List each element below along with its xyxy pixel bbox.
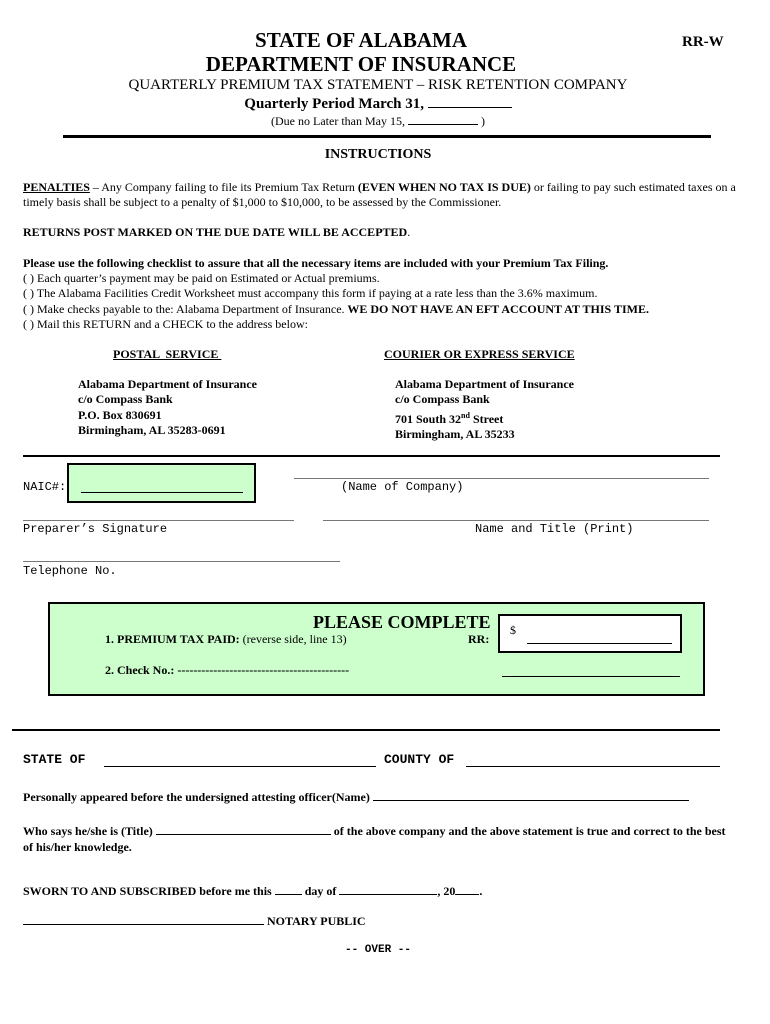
who-says-text-1: Who says he/she is (Title) bbox=[23, 824, 153, 838]
appeared-name-blank[interactable] bbox=[373, 800, 689, 801]
state-of-line[interactable] bbox=[104, 766, 376, 767]
who-says-text-2: of the above company and the above statement is true and correct to the best of his/her knowledge. bbox=[23, 824, 726, 854]
title-blank[interactable] bbox=[156, 834, 331, 835]
postmark-text: RETURNS POST MARKED ON THE DUE DATE WILL BE ACCEPTED bbox=[23, 225, 408, 239]
naic-input-line bbox=[81, 492, 243, 493]
check-number-item: 2. Check No.: ------------------------------------------- bbox=[105, 663, 350, 677]
quarterly-period-label: Quarterly Period March 31, bbox=[244, 96, 424, 112]
appeared-line bbox=[23, 790, 689, 805]
sworn-day-blank[interactable] bbox=[275, 894, 302, 895]
sworn-text-3: , 20 bbox=[437, 884, 456, 898]
please-complete-box bbox=[48, 602, 705, 696]
premium-tax-paid-item bbox=[105, 632, 347, 647]
postal-address-line-1: Alabama Department of Insurance bbox=[78, 377, 257, 391]
sworn-text-2: day of bbox=[301, 884, 340, 898]
header-state: STATE OF ALABAMA bbox=[255, 28, 467, 52]
penalties-text-2: or failing to pay such estimated taxes on a timely basis shall be subject to a penalty of $1,000 to $10,000, to be assessed by the Commissioner. bbox=[23, 180, 736, 209]
year-blank[interactable] bbox=[428, 107, 512, 108]
courier-address bbox=[395, 377, 574, 442]
checklist-item-4[interactable]: ( ) Mail this RETURN and a CHECK to the address below: bbox=[23, 316, 308, 331]
courier-address-line-2: c/o Compass Bank bbox=[395, 392, 490, 407]
checklist-item-1[interactable]: ( ) Each quarter’s payment may be paid on Estimated or Actual premiums. bbox=[23, 271, 380, 286]
company-name-line[interactable] bbox=[294, 478, 709, 479]
company-name-label: (Name of Company) bbox=[341, 480, 464, 494]
county-of-label: COUNTY OF bbox=[384, 752, 455, 767]
due-date-suffix: ) bbox=[480, 114, 485, 128]
checklist-item-3-text: ( ) Make checks payable to the: Alabama Department of Insurance. bbox=[23, 301, 345, 316]
penalties-text-1: – Any Company failing to file its Premium Tax Return bbox=[89, 180, 358, 194]
notary-signature-blank[interactable] bbox=[23, 924, 264, 925]
checklist-item-3[interactable] bbox=[23, 302, 753, 317]
sworn-month-blank[interactable] bbox=[339, 894, 437, 895]
preparer-signature-line[interactable] bbox=[23, 520, 294, 521]
form-subtitle: QUARTERLY PREMIUM TAX STATEMENT – RISK RETENTION COMPANY bbox=[128, 77, 628, 93]
header-department: DEPARTMENT OF INSURANCE bbox=[205, 52, 517, 76]
penalties-label: PENALTIES bbox=[23, 180, 90, 194]
telephone-line[interactable] bbox=[23, 561, 340, 562]
quarterly-period bbox=[0, 96, 756, 113]
postal-address bbox=[78, 377, 257, 438]
dollar-sign: $ bbox=[510, 623, 516, 637]
address-divider bbox=[23, 455, 720, 457]
premium-amount-box[interactable] bbox=[498, 614, 682, 653]
courier-street-name: Street bbox=[469, 411, 504, 426]
courier-street-number: 701 South 32 bbox=[395, 411, 462, 426]
checklist-item-3-bold: WE DO NOT HAVE AN EFT ACCOUNT AT THIS TIME. bbox=[344, 301, 649, 316]
courier-service-title: COURIER OR EXPRESS SERVICE bbox=[384, 347, 575, 361]
naic-input-box[interactable] bbox=[67, 463, 256, 503]
courier-address-line-1: Alabama Department of Insurance bbox=[395, 377, 574, 391]
sworn-text-4: . bbox=[479, 884, 483, 898]
rr-label: RR: bbox=[468, 632, 490, 646]
naic-label: NAIC#: bbox=[23, 480, 67, 494]
due-year-blank[interactable] bbox=[408, 124, 478, 125]
notary-divider bbox=[12, 729, 720, 731]
due-date-prefix: (Due no Later than May 15, bbox=[271, 114, 405, 128]
name-title-line[interactable] bbox=[323, 520, 709, 521]
postmark-notice bbox=[23, 225, 410, 240]
postal-service-title: POSTAL SERVICE bbox=[113, 347, 222, 361]
premium-tax-paid-label: 1. PREMIUM TAX PAID: bbox=[105, 632, 240, 646]
instructions-heading: INSTRUCTIONS bbox=[324, 147, 432, 162]
postal-address-line-2: c/o Compass Bank bbox=[78, 392, 173, 407]
who-says-paragraph bbox=[23, 824, 735, 855]
over-indicator: -- OVER -- bbox=[344, 944, 411, 956]
courier-street-suffix: nd bbox=[461, 410, 470, 420]
checklist-intro: Please use the following checklist to assure that all the necessary items are included with your Premium Tax Filing. bbox=[23, 256, 609, 270]
courier-address-line-4: Birmingham, AL 35233 bbox=[395, 426, 515, 441]
appeared-text: Personally appeared before the undersigned attesting officer(Name) bbox=[23, 790, 370, 804]
penalties-paragraph bbox=[23, 180, 745, 210]
due-date-line bbox=[0, 114, 756, 129]
sworn-line bbox=[23, 884, 482, 899]
telephone-label: Telephone No. bbox=[23, 564, 117, 578]
sworn-year-blank[interactable] bbox=[455, 894, 479, 895]
county-of-line[interactable] bbox=[466, 766, 720, 767]
please-complete-title: PLEASE COMPLETE bbox=[313, 612, 491, 632]
header-divider bbox=[63, 135, 711, 138]
name-title-label: Name and Title (Print) bbox=[475, 522, 634, 536]
checklist bbox=[23, 256, 753, 332]
postal-address-line-4: Birmingham, AL 35283-0691 bbox=[78, 422, 226, 437]
premium-tax-paid-note: (reverse side, line 13) bbox=[239, 632, 347, 646]
notary-public-label: NOTARY PUBLIC bbox=[264, 914, 366, 928]
premium-amount-line bbox=[527, 643, 672, 644]
state-of-label: STATE OF bbox=[23, 752, 86, 767]
postal-address-line-3: P.O. Box 830691 bbox=[78, 407, 162, 422]
penalties-bold: (EVEN WHEN NO TAX IS DUE) bbox=[357, 180, 531, 194]
courier-address-line-3 bbox=[395, 408, 574, 427]
preparer-signature-label: Preparer’s Signature bbox=[23, 522, 168, 536]
form-code: RR-W bbox=[682, 34, 724, 50]
postmark-period: . bbox=[407, 225, 411, 239]
notary-public-line bbox=[23, 914, 366, 929]
sworn-text-1: SWORN TO AND SUBSCRIBED before me this bbox=[23, 884, 275, 898]
checklist-item-2[interactable]: ( ) The Alabama Facilities Credit Worksheet must accompany this form if paying at a rate less than the 3.6% maximum. bbox=[23, 286, 598, 301]
check-number-line[interactable] bbox=[502, 676, 680, 677]
